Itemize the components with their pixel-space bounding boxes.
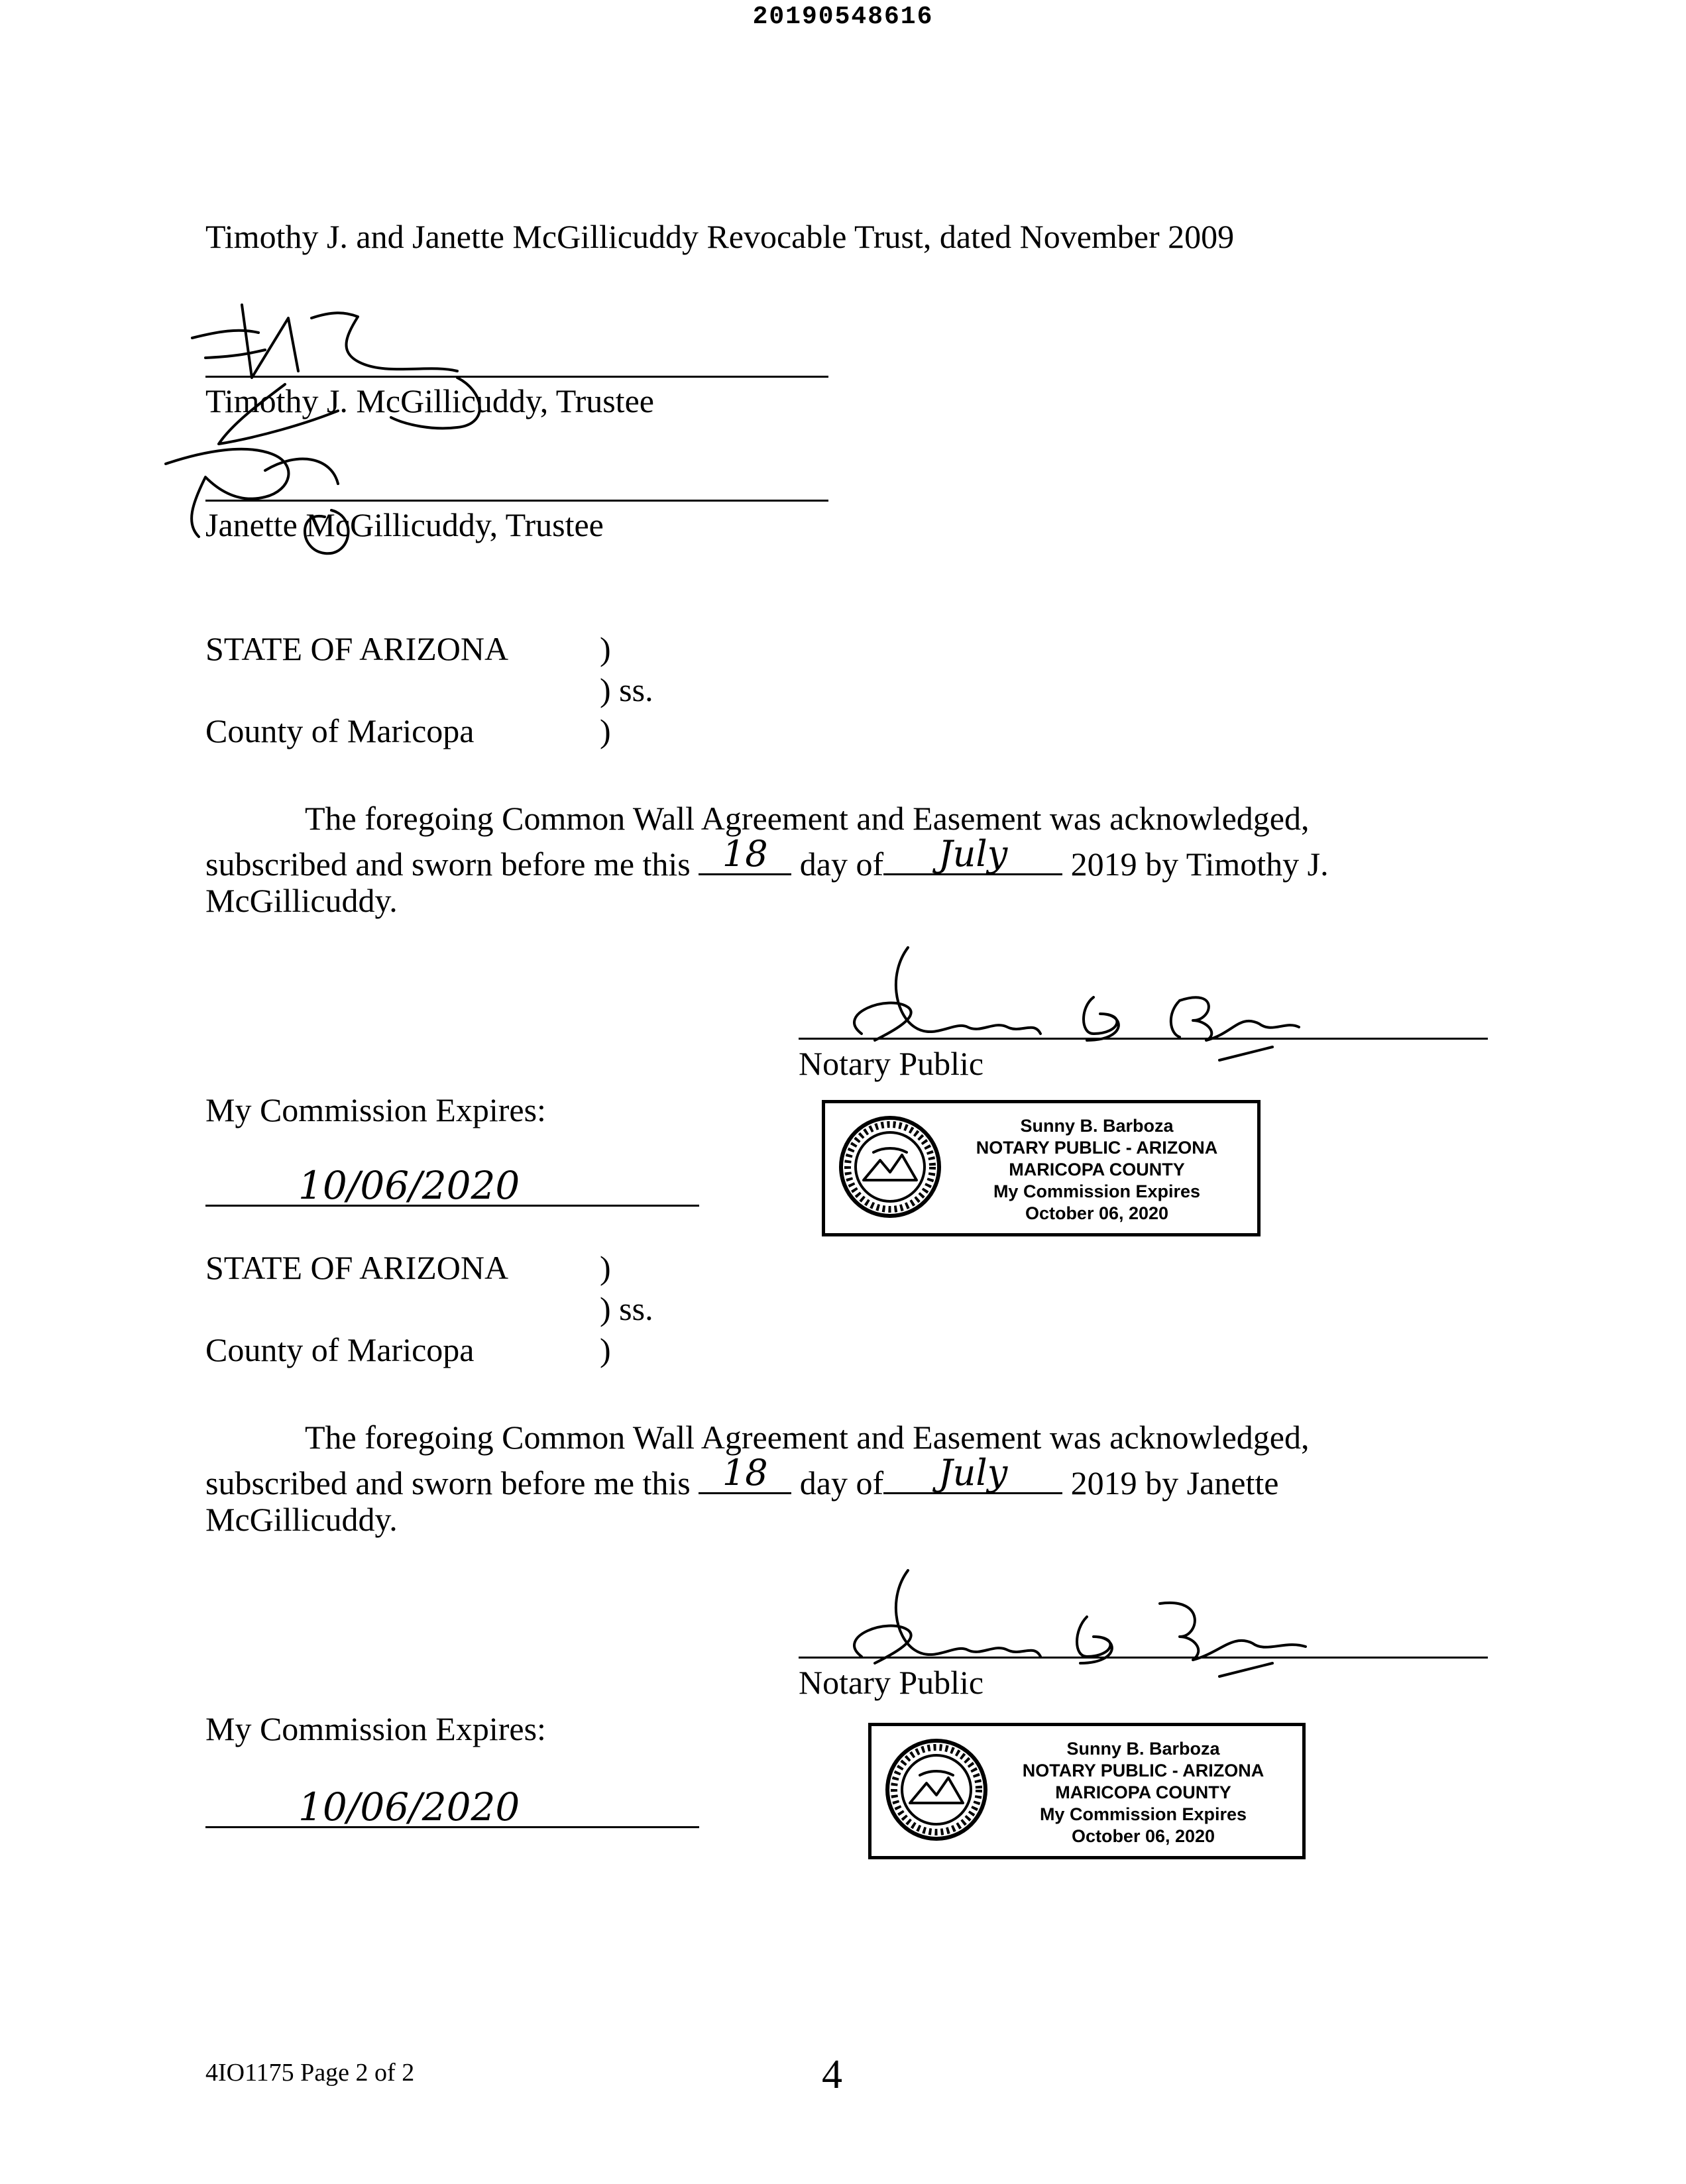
venue-paren-bottom-1: )	[600, 712, 611, 749]
notary-line-2	[799, 1657, 1488, 1659]
ack-1-month: July	[938, 833, 1008, 875]
venue-ss-1: ) ss.	[600, 671, 653, 708]
seal-2-expires-date: October 06, 2020	[1071, 1826, 1215, 1846]
ack-2-line-3: McGillicuddy.	[205, 1501, 398, 1538]
ack-2-line-2c: 2019 by Janette	[1070, 1464, 1279, 1502]
notary-label-1: Notary Public	[799, 1045, 984, 1082]
ack-1-line-3: McGillicuddy.	[205, 882, 398, 919]
commission-date-blank-1	[205, 1161, 699, 1207]
commission-label-1: My Commission Expires:	[205, 1091, 546, 1128]
venue-paren-bottom-2: )	[600, 1331, 611, 1368]
ack-2-day-blank	[699, 1452, 791, 1494]
ack-1-line-2	[205, 833, 1329, 885]
notary-seal-1	[822, 1100, 1261, 1236]
venue-county-1: County of Maricopa	[205, 712, 475, 749]
ack-1-line-2c: 2019 by Timothy J.	[1070, 846, 1329, 883]
ack-1-line-2b: day of	[799, 846, 884, 883]
seal-1-expires-label: My Commission Expires	[993, 1181, 1201, 1201]
venue-paren-top-1: )	[600, 630, 611, 667]
ack-2-line-2a: subscribed and sworn before me this	[205, 1464, 691, 1502]
signature-line-2	[205, 500, 828, 502]
page-number: 4	[822, 2052, 842, 2097]
seal-1-title: NOTARY PUBLIC - ARIZONA	[976, 1138, 1218, 1158]
notary-label-2: Notary Public	[799, 1664, 984, 1701]
ack-2-month-blank	[883, 1452, 1062, 1494]
record-number: 20190548616	[752, 3, 934, 31]
ack-1-line-1: The foregoing Common Wall Agreement and Easement was acknowledged,	[305, 800, 1310, 837]
signer-2-name: Janette McGillicuddy, Trustee	[205, 506, 604, 543]
commission-date-blank-2	[205, 1782, 699, 1828]
commission-date-1: 10/06/2020	[298, 1163, 520, 1208]
seal-1-expires-date: October 06, 2020	[1025, 1203, 1169, 1223]
state-seal-emblem-1	[837, 1114, 943, 1220]
seal-2-name: Sunny B. Barboza	[1066, 1739, 1220, 1759]
trust-name: Timothy J. and Janette McGillicuddy Revocable Trust, dated November 2009	[205, 218, 1235, 255]
seal-2-expires-label: My Commission Expires	[1039, 1804, 1247, 1824]
ack-1-day: 18	[722, 833, 768, 875]
state-seal-emblem-2	[883, 1737, 989, 1843]
venue-state-2: STATE OF ARIZONA	[205, 1249, 509, 1286]
venue-state-1: STATE OF ARIZONA	[205, 630, 509, 667]
venue-county-2: County of Maricopa	[205, 1331, 475, 1368]
seal-1-name: Sunny B. Barboza	[1020, 1116, 1174, 1136]
ack-2-month: July	[938, 1452, 1008, 1494]
commission-date-2: 10/06/2020	[298, 1784, 520, 1829]
ack-2-line-2	[205, 1452, 1279, 1503]
seal-2-county: MARICOPA COUNTY	[1055, 1782, 1231, 1802]
ack-1-day-blank	[699, 833, 791, 875]
notary-line-1	[799, 1038, 1488, 1040]
seal-2-title: NOTARY PUBLIC - ARIZONA	[1022, 1761, 1264, 1780]
venue-ss-2: ) ss.	[600, 1290, 653, 1327]
ack-2-day: 18	[722, 1452, 768, 1494]
ack-1-line-2a: subscribed and sworn before me this	[205, 846, 691, 883]
signature-line-1	[205, 376, 828, 378]
ack-1-month-blank	[883, 833, 1062, 875]
signer-1-name: Timothy J. McGillicuddy, Trustee	[205, 382, 654, 419]
ack-2-line-2b: day of	[799, 1464, 884, 1502]
notary-seal-2	[868, 1723, 1306, 1859]
footer-reference: 4IO1175 Page 2 of 2	[205, 2059, 415, 2087]
commission-label-2: My Commission Expires:	[205, 1710, 546, 1747]
ack-2-line-1: The foregoing Common Wall Agreement and Easement was acknowledged,	[305, 1419, 1310, 1456]
seal-1-county: MARICOPA COUNTY	[1009, 1160, 1185, 1179]
venue-paren-top-2: )	[600, 1249, 611, 1286]
